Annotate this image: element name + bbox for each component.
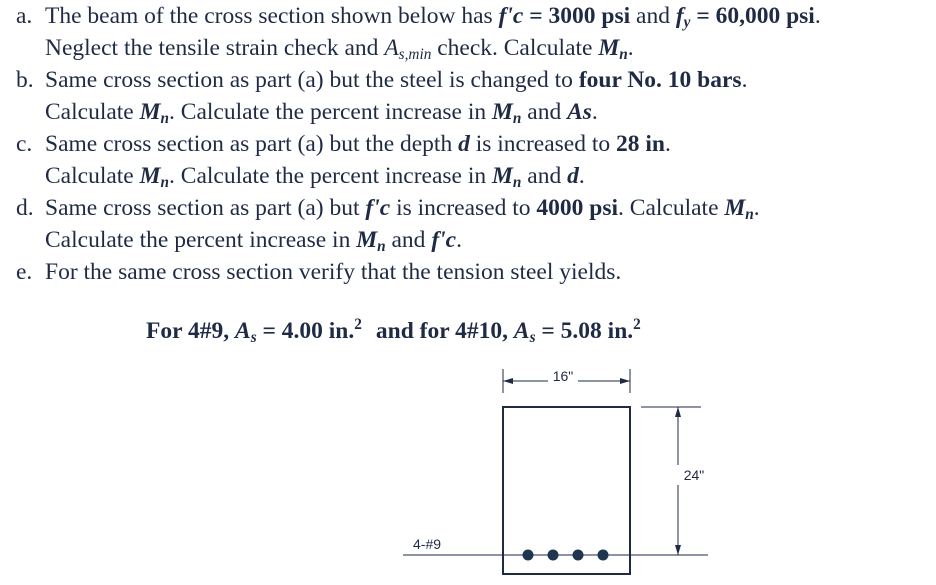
asmin-symbol: A [384, 35, 399, 61]
rebar-circle [598, 550, 609, 561]
depth-label: 24" [683, 467, 705, 483]
mn-symbol: $M_n$ [598, 35, 628, 63]
problem-letter: a. [16, 3, 33, 29]
problem-letter: e. [16, 259, 33, 285]
mn-symbol: $M_n$ [491, 163, 522, 191]
rebar-circle [523, 550, 534, 561]
mn-symbol: $M_n$ [491, 99, 522, 127]
beam-section-rect [503, 407, 630, 574]
as-symbol: As [567, 99, 592, 125]
mn-symbol: $M_n$ [139, 99, 170, 127]
problem-letter: b. [16, 67, 34, 93]
d-symbol: d [567, 163, 579, 189]
problem-letter: d. [16, 195, 34, 221]
problem-b-line-2: Calculate $M_n$. Calculate the percent increase in $M_n$ and As. [45, 99, 598, 127]
fy-symbol: f [675, 3, 684, 29]
arrowhead-down-icon [675, 545, 681, 555]
problem-a-line-1: The beam of the cross section shown below has f'c = 3000 psi and $f_y = 60,000$ psi. [45, 3, 821, 31]
width-label: 16" [552, 368, 574, 384]
fc-symbol: f'c [365, 195, 391, 221]
arrowhead-up-icon [675, 407, 681, 417]
given-steel-areas: For 4#9, $A_s = 4.00$ in.$^2$ and for 4#10, $A_s = 5.08$ in.$^2$ [146, 315, 641, 346]
problem-a-line-2: Neglect the tensile strain check and $A_{s,min}$ check. Calculate $M_n$. [45, 35, 634, 63]
problem-c-line-1: Same cross section as part (a) but the depth d is increased to 28 in. [45, 131, 671, 157]
bar-label: 4-#9 [413, 536, 442, 552]
problem-d-line-1: Same cross section as part (a) but f'c is increased to 4000 psi. Calculate $M_n$. [45, 195, 760, 223]
problem-d-line-2: Calculate the percent increase in $M_n$ and f'c. [45, 227, 462, 255]
fc-symbol: f'c [498, 3, 524, 29]
fc-symbol: f'c [431, 227, 457, 253]
problem-letter: c. [16, 131, 33, 157]
d-symbol: d [458, 131, 470, 157]
problem-e-line-1: For the same cross section verify that the tension steel yields. [45, 259, 622, 285]
arrowhead-right-icon [620, 378, 630, 384]
rebar-circle [573, 550, 584, 561]
rebar-circle [548, 550, 559, 561]
mn-symbol: $M_n$ [139, 163, 170, 191]
mn-symbol: $M_n$ [724, 195, 754, 223]
problem-c-line-2: Calculate $M_n$. Calculate the percent increase in $M_n$ and d. [45, 163, 585, 191]
mn-symbol: $M_n$ [356, 227, 386, 255]
problem-b-line-1: Same cross section as part (a) but the steel is changed to four No. 10 bars. [45, 67, 748, 93]
arrowhead-left-icon [503, 378, 513, 384]
